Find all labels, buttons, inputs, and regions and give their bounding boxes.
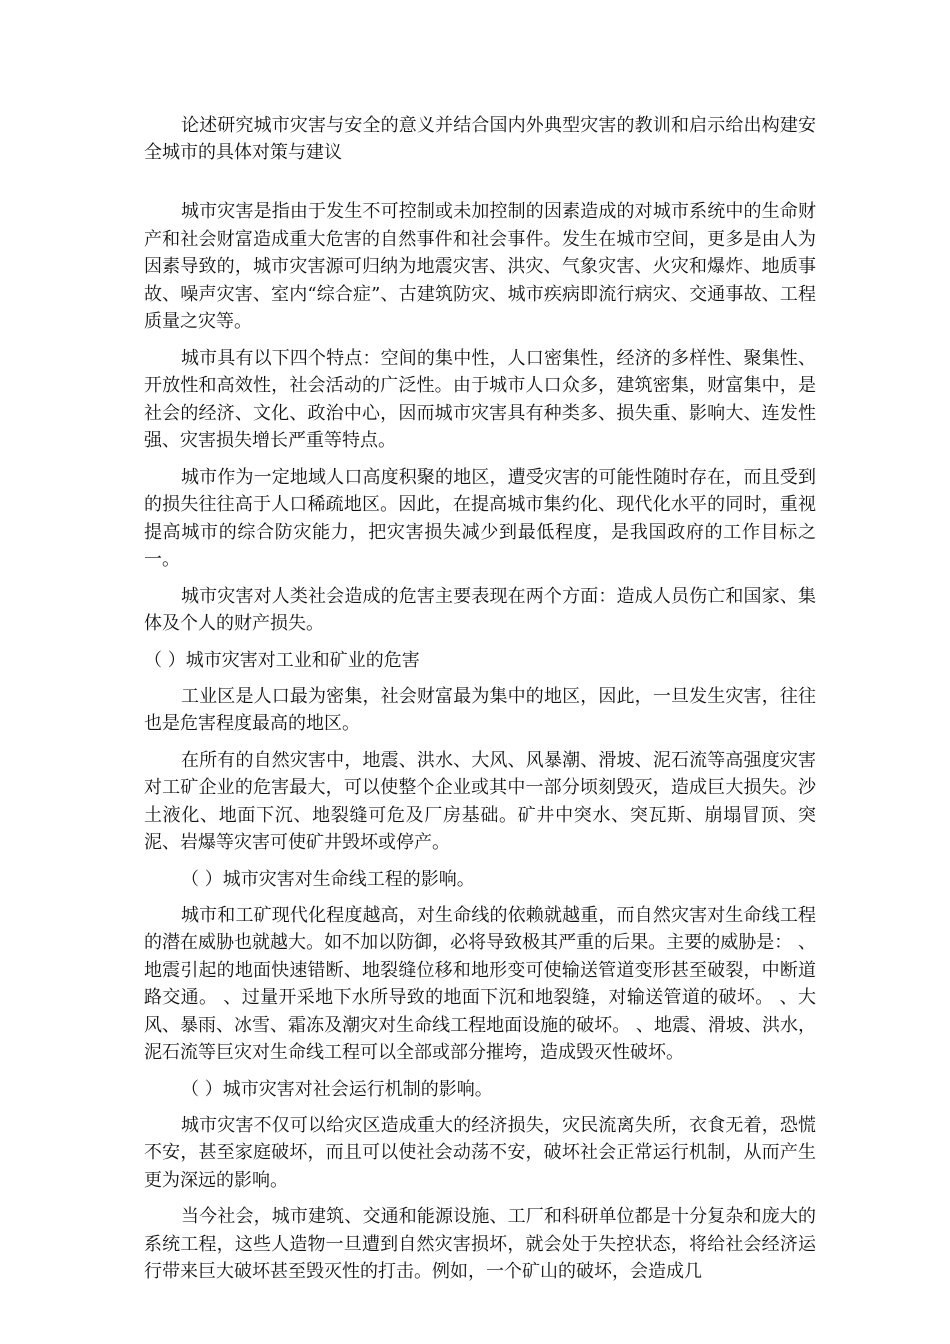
paragraph-industry-disasters: 在所有的自然灾害中，地震、洪水、大风、风暴潮、滑坡、泥石流等高强度灾害对工矿企业的危害最大，可以使整个企业或其中一部分顷刻毁灭，造成巨大损失。沙土液化、地面下沉、地裂缝可危及厂房基础。矿井中突水、突瓦斯、崩塌冒顶、突泥、岩爆等灾害可使矿井毁坏或停产。 bbox=[144, 749, 816, 853]
section-heading-social: （ ）城市灾害对社会运行机制的影响。 bbox=[181, 1078, 493, 1100]
paragraph-industry-zone: 工业区是人口最为密集，社会财富最为集中的地区，因此，一旦发生灾害，往往也是危害程度最高的地区。 bbox=[144, 685, 816, 734]
paragraph-modern-society: 当今社会，城市建筑、交通和能源设施、工厂和科研单位都是十分复杂和庞大的系统工程，这些人造物一旦遭到自然灾害损坏，就会处于失控状态，将给社会经济运行带来巨大破坏甚至毁灭性的打击。例如，一个矿山的破坏，会造成几 bbox=[144, 1206, 816, 1282]
paragraph-lifeline-threats: 城市和工矿现代化程度越高，对生命线的依赖就越重，而自然灾害对生命线工程的潜在威胁也就越大。如不加以防御，必将导致极其严重的后果。主要的威胁是： 、地震引起的地面快速错断、地裂缝位移和地形变可使输送管道变形甚至破裂，中断道路交通。 、过量开采地下水所导致的地面下沉和地裂缝，对输送管道的破坏。 、大风、暴雨、冰雪、霜冻及潮灾对生命线工程地面设施的破坏。 、地震、滑坡、洪水，泥石流等巨灾对生命线工程可以全部或部分摧垮，造成毁灭性破坏。 bbox=[144, 904, 816, 1063]
paragraph-city-risk: 城市作为一定地域人口高度积聚的地区，遭受灾害的可能性随时存在，而且受到的损失往往高于人口稀疏地区。因此，在提高城市集约化、现代化水平的同时，重视提高城市的综合防灾能力，把灾害损失减少到最低程度，是我国政府的工作目标之一。 bbox=[144, 466, 816, 570]
paragraph-social-impact: 城市灾害不仅可以给灾区造成重大的经济损失，灾民流离失所，衣食无着，恐慌不安，甚至家庭破坏，而且可以使社会动荡不安，破坏社会正常运行机制，从而产生更为深远的影响。 bbox=[144, 1114, 816, 1191]
document-page bbox=[144, 112, 816, 1295]
paragraph-city-features: 城市具有以下四个特点：空间的集中性，人口密集性，经济的多样性、聚集性、开放性和高效性，社会活动的广泛性。由于城市人口众多，建筑密集，财富集中，是社会的经济、文化、政治中心，因而城市灾害具有种类多、损失重、影响大、连发性强、灾害损失增长严重等特点。 bbox=[144, 347, 816, 451]
document-title: 论述研究城市灾害与安全的意义并结合国内外典型灾害的教训和启示给出构建安全城市的具体对策与建议 bbox=[144, 115, 816, 163]
paragraph-harm-overview: 城市灾害对人类社会造成的危害主要表现在两个方面：造成人员伤亡和国家、集体及个人的财产损失。 bbox=[144, 585, 816, 634]
section-heading-industry: （ ）城市灾害对工业和矿业的危害 bbox=[144, 649, 420, 671]
paragraph-definition: 城市灾害是指由于发生不可控制或未加控制的因素造成的对城市系统中的生命财产和社会财富造成重大危害的自然事件和社会事件。发生在城市空间，更多是由人为因素导致的，城市灾害源可归纳为地震灾害、洪灾、气象灾害、火灾和爆炸、地质事故、噪声灾害、室内“综合症”、古建筑防灾、城市疾病即流行病灾、交通事故、工程质量之灾等。 bbox=[144, 201, 816, 332]
section-heading-lifeline: （ ）城市灾害对生命线工程的影响。 bbox=[181, 868, 475, 890]
